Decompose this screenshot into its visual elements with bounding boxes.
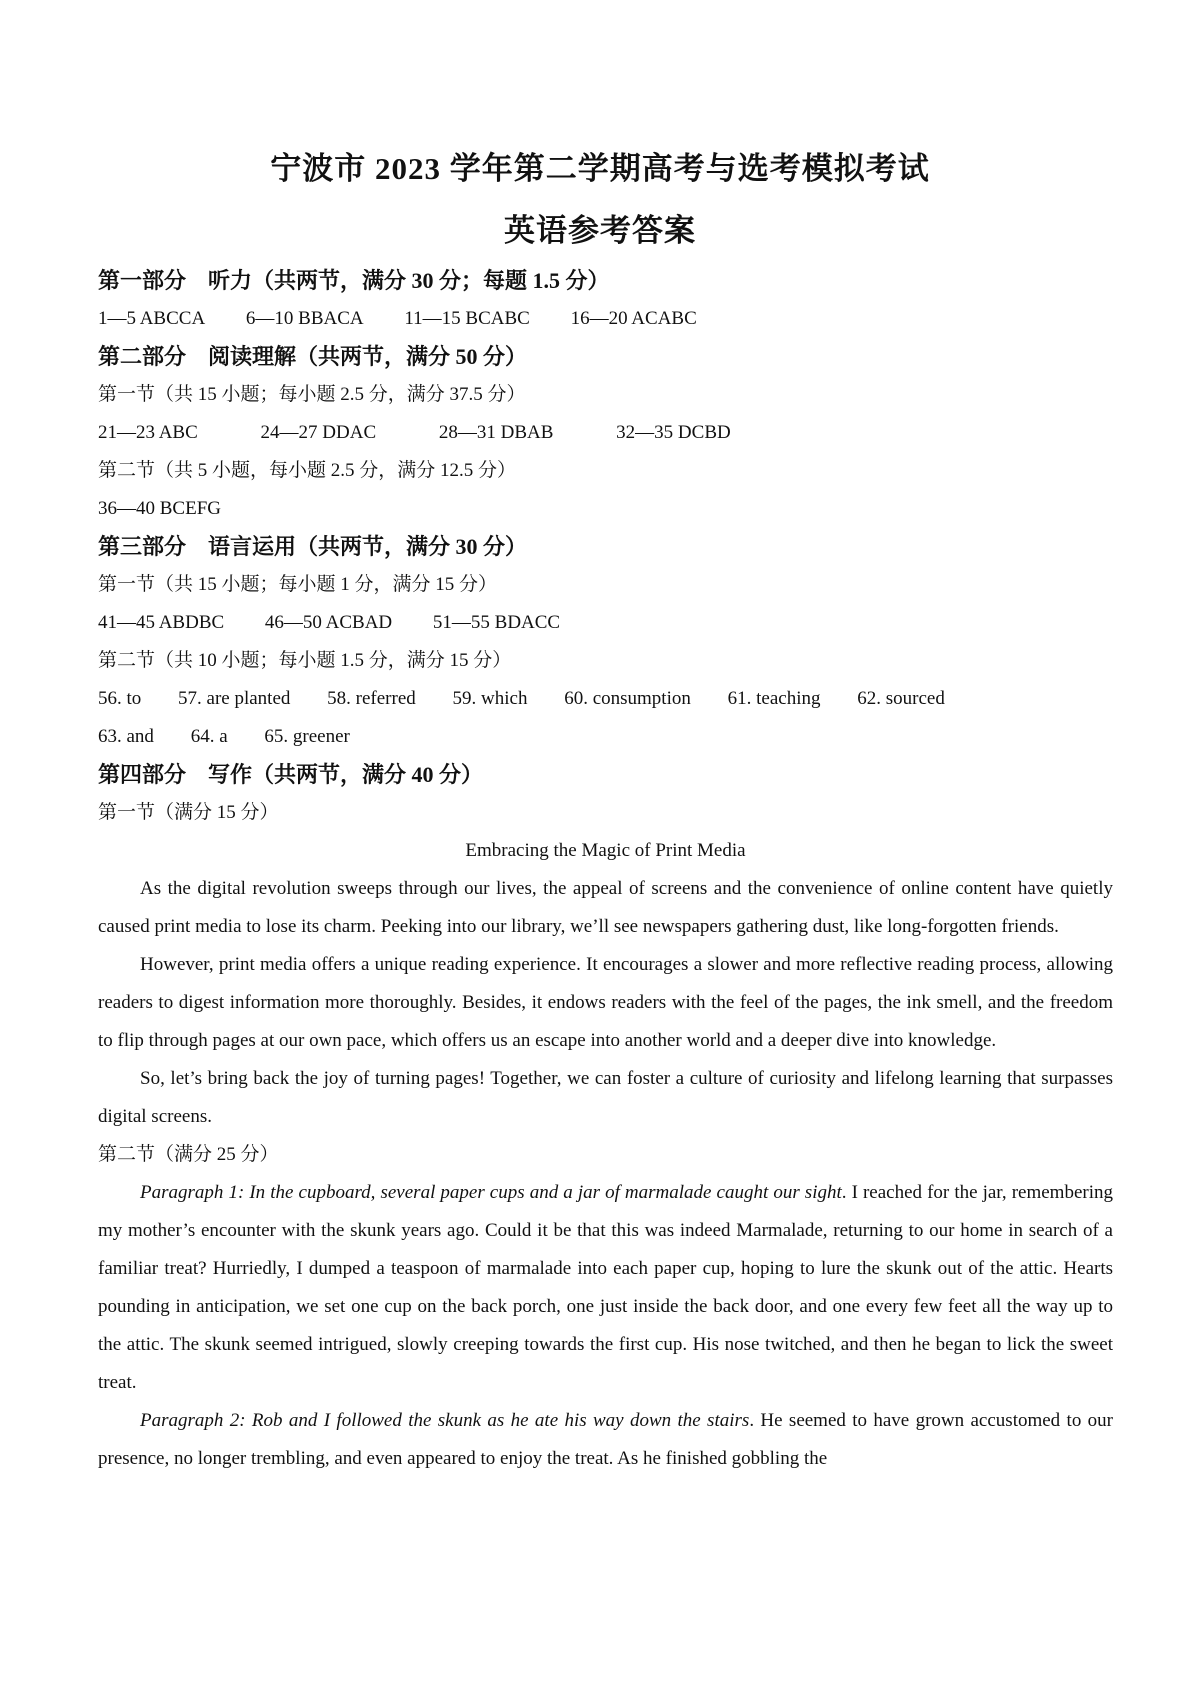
fill-answer: 62. sourced	[857, 688, 945, 709]
fill-answer: 61. teaching	[727, 688, 821, 709]
answer-group: 32—35 DCBD	[616, 422, 731, 443]
fill-answer: 58. referred	[327, 688, 416, 709]
part2-heading: 第二部分 阅读理解（共两节，满分 50 分）	[98, 344, 528, 369]
essay-paragraph: So, let’s bring back the joy of turning pages! Together, we can foster a culture of curiosity and lifelong learning that surpasses digital screens.	[98, 1068, 1113, 1127]
answer-group: 36—40 BCEFG	[98, 498, 221, 519]
part3-section2-heading: 第二节（共 10 小题；每小题 1.5 分，满分 15 分）	[98, 650, 512, 671]
answer-group: 11—15 BCABC	[404, 308, 530, 329]
continuation-text: . I reached for the jar, remembering my mother’s encounter with the skunk years ago. Could it be that this was indeed Marmalade, returning to our home in search of a familiar treat? Hurriedly, I dumped a teaspoon of marmalade into each paper cup, hoping to lure the skunk out of the attic. Hearts pounding in anticipation, we set one cup on the back porch, one just inside the back door, and one every few feet all the way up to the attic. The skunk seemed intrigued, slowly creeping towards the first cup. His nose twitched, and then he began to lick the sweet treat.	[98, 1182, 1113, 1393]
continuation-paragraph	[98, 1402, 1113, 1478]
answer-group: 24—27 DDAC	[260, 422, 377, 443]
part3-section2-answers-line1	[98, 680, 1113, 718]
answer-group: 28—31 DBAB	[438, 422, 554, 443]
part4-heading: 第四部分 写作（共两节，满分 40 分）	[98, 762, 484, 787]
answer-content	[98, 262, 1113, 1478]
essay-paragraph: However, print media offers a unique reading experience. It encourages a slower and more reflective reading process, allowing readers to digest information more thoroughly. Besides, it endows readers with the feel of the pages, the ink smell, and the freedom to flip through pages at our own pace, which offers us an escape into another world and a deeper dive into knowledge.	[98, 954, 1113, 1051]
part3-heading: 第三部分 语言运用（共两节，满分 30 分）	[98, 534, 528, 559]
part2-section1-heading: 第一节（共 15 小题；每小题 2.5 分，满分 37.5 分）	[98, 384, 526, 405]
continuation-text: . He seemed to have grown accustomed to our presence, no longer trembling, and even appeared to enjoy the treat. As he finished gobbling the	[98, 1410, 1113, 1469]
fill-answer: 65. greener	[264, 726, 350, 747]
answer-group: 16—20 ACABC	[570, 308, 697, 329]
answer-group: 21—23 ABC	[98, 422, 198, 443]
answer-group: 1—5 ABCCA	[98, 308, 206, 329]
document-subtitle: 英语参考答案	[504, 213, 696, 248]
part1-heading: 第一部分 听力（共两节，满分 30 分；每题 1.5 分）	[98, 268, 610, 293]
part4-section1-heading: 第一节（满分 15 分）	[98, 802, 279, 823]
part2-section1-answers	[98, 414, 1113, 452]
answer-group: 51—55 BDACC	[432, 612, 561, 633]
document-title: 宁波市 2023 学年第二学期高考与选考模拟考试	[270, 151, 930, 186]
fill-answer: 60. consumption	[564, 688, 691, 709]
essay-title: Embracing the Magic of Print Media	[465, 840, 746, 861]
answer-group: 41—45 ABDBC	[98, 612, 225, 633]
fill-answer: 57. are planted	[178, 688, 291, 709]
part2-section2-heading: 第二节（共 5 小题，每小题 2.5 分，满分 12.5 分）	[98, 460, 517, 481]
part3-section1-heading: 第一节（共 15 小题；每小题 1 分，满分 15 分）	[98, 574, 498, 595]
fill-answer: 56. to	[98, 688, 142, 709]
essay-paragraph: As the digital revolution sweeps through our lives, the appeal of screens and the convenience of online content have quietly caused print media to lose its charm. Peeking into our library, we’ll see newspapers gathering dust, like long-forgotten friends.	[98, 878, 1113, 937]
continuation-lead: Paragraph 1: In the cupboard, several paper cups and a jar of marmalade caught our sight	[140, 1182, 842, 1203]
part2-section2-answers	[98, 490, 1113, 528]
continuation-paragraph	[98, 1174, 1113, 1402]
part3-section1-answers	[98, 604, 1113, 642]
part1-answers	[98, 300, 1113, 338]
part3-section2-answers-line2	[98, 718, 1113, 756]
fill-answer: 63. and	[98, 726, 154, 747]
continuation-lead: Paragraph 2: Rob and I followed the skunk as he ate his way down the stairs	[140, 1410, 750, 1431]
answer-group: 6—10 BBACA	[245, 308, 364, 329]
answer-group: 46—50 ACBAD	[264, 612, 393, 633]
part4-section2-heading: 第二节（满分 25 分）	[98, 1144, 279, 1165]
fill-answer: 59. which	[452, 688, 528, 709]
fill-answer: 64. a	[190, 726, 228, 747]
